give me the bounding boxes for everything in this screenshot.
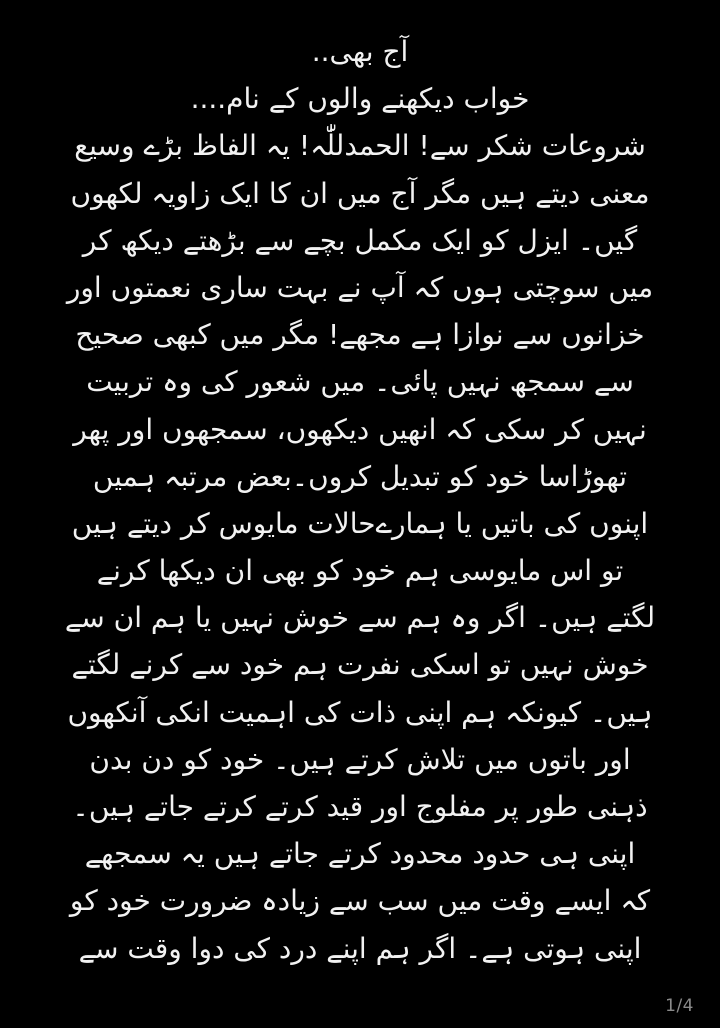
text-line-dedication: خواب دیکھنے والوں کے نام.... (190, 82, 530, 116)
text-line: اپنوں کی باتیں یا ہمارےحالات مایوس کر دیتے ہیں (71, 506, 649, 540)
text-line: ذہنی طور پر مفلوج اور قید کرتے کرتے جاتے ہیں۔ (72, 790, 648, 823)
text-line: اپنی ہوتی ہے۔ اگر ہم اپنے درد کی دوا وقت سے (78, 931, 642, 965)
page-indicator: 1/4 (665, 996, 694, 1016)
text-line: شروعات شکر سے! الحمدللّٰہ! یہ الفاظ بڑے وسیع (74, 129, 646, 163)
text-line: کہ ایسے وقت میں سب سے زیادہ ضرورت خود کو (69, 884, 651, 918)
text-line: خزانوں سے نوازا ہے مجھے! مگر میں کبھی صحیح (75, 318, 645, 352)
text-line: خوش نہیں تو اسکی نفرت ہم خود سے کرنے لگتے (71, 648, 649, 682)
text-line: اپنی ہی حدود محدود کرتے جاتے ہیں یہ سمجھے (84, 837, 636, 871)
text-line: معنی دیتے ہیں مگر آج میں ان کا ایک زاویہ لکھوں (70, 176, 650, 210)
text-line: تھوڑاسا خود کو تبدیل کروں۔بعض مرتبہ ہمیں (92, 459, 628, 493)
text-line: تو اس مایوسی ہم خود کو بھی ان دیکھا کرنے (96, 554, 624, 588)
text-line: نہیں کر سکی کہ انھیں دیکھوں، سمجھوں اور پھر (73, 412, 647, 446)
text-line: گیں۔ ایزل کو ایک مکمل بچے سے بڑھتے دیکھ کر (82, 223, 638, 257)
text-line: سے سمجھ نہیں پائی۔ میں شعور کی وہ تربیت (86, 365, 634, 399)
text-line: ہیں۔ کیونکہ ہم اپنی ذات کی اہمیت انکی آنکھوں (67, 695, 653, 729)
urdu-text-block (40, 28, 680, 972)
text-line: لگتے ہیں۔ اگر وہ ہم سے خوش نہیں یا ہم ان سے (64, 601, 656, 635)
text-line: میں سوچتی ہوں کہ آپ نے بہت ساری نعمتوں اور (66, 270, 654, 304)
text-line-title: آج بھی.. (311, 35, 409, 68)
text-line: اور باتوں میں تلاش کرتے ہیں۔ خود کو دن بدن (89, 742, 631, 776)
